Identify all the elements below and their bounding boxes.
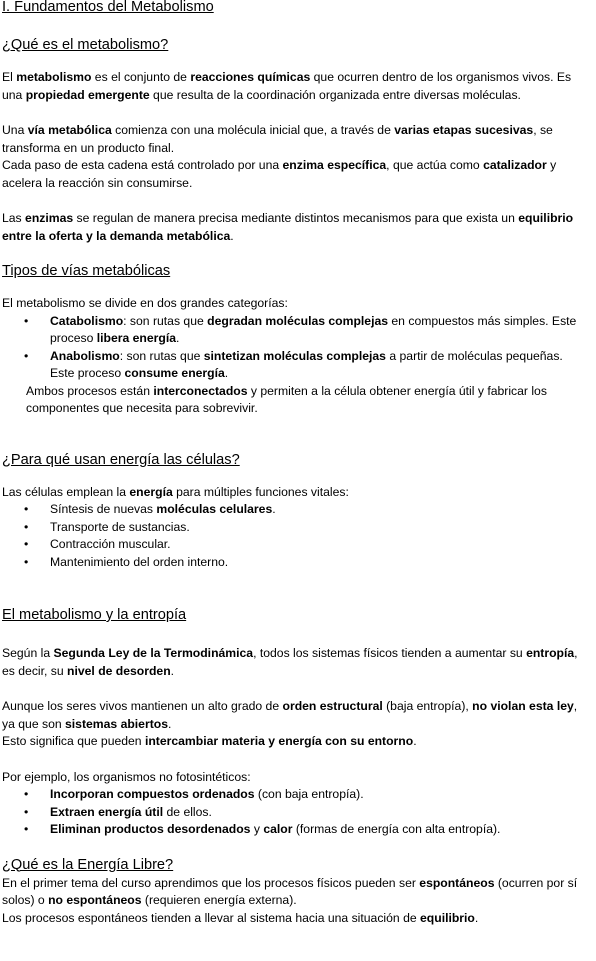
list-item <box>50 313 590 348</box>
bold-text: no violan esta ley <box>472 699 574 713</box>
text-run: y permiten a la célula obtener energía útil y fabricar los componentes que necesita para sobrevivir. <box>26 383 547 415</box>
text-run: Transporte de sustancias. <box>50 519 190 534</box>
text-run: Los procesos espontáneos tienden a llevar al sistema hacia una situación de <box>2 910 421 925</box>
bold-text: reacciones químicas <box>190 70 311 84</box>
bold-text: entropía <box>526 646 575 660</box>
bold-text: Segunda Ley de la Termodinámica <box>53 646 254 660</box>
text-run: Según la <box>2 646 54 660</box>
text-run: , es decir, su <box>2 646 578 678</box>
list-item <box>50 821 590 839</box>
text-run: Síntesis de nuevas <box>50 502 157 516</box>
paragraph <box>2 383 590 418</box>
text-run: . <box>170 663 175 678</box>
text-run: Esto significa que pueden <box>2 734 145 748</box>
text-run: : son rutas que <box>119 348 204 363</box>
bold-text: varias etapas sucesivas <box>394 123 534 137</box>
text-run: Mantenimiento del orden interno. <box>50 554 229 569</box>
text-run: . <box>168 716 172 731</box>
text-run: Las <box>2 211 26 225</box>
paragraph <box>2 910 590 928</box>
paragraph: Por ejemplo, los organismos no fotosintéticos: <box>2 769 251 784</box>
text-run: : son rutas que <box>123 313 208 328</box>
bold-text: enzima específica <box>282 158 387 172</box>
bold-text: degradan moléculas complejas <box>207 313 389 328</box>
list-item <box>50 804 590 822</box>
text-run: que resulta de la coordinación organizada entre diversas moléculas. <box>149 87 521 102</box>
bold-text: vía metabólica <box>27 123 112 137</box>
text-run: . <box>474 910 479 925</box>
paragraph <box>2 69 590 104</box>
list-item <box>50 786 590 804</box>
text-run: . <box>230 228 234 243</box>
heading-que-es: ¿Qué es el metabolismo? <box>2 37 169 53</box>
bold-text: orden estructural <box>282 699 383 713</box>
text-run: Aunque los seres vivos mantienen un alto grado de <box>2 699 283 713</box>
bold-text: moléculas celulares <box>156 502 273 516</box>
paragraph <box>2 645 590 680</box>
bold-text: libera energía <box>96 331 177 345</box>
text-run: , se transforma en un producto final. <box>2 123 553 155</box>
text-run: Ambos procesos están <box>26 383 154 398</box>
bold-text: consume energía <box>124 366 225 380</box>
paragraph <box>2 698 590 733</box>
text-run: es el conjunto de <box>91 70 191 84</box>
text-run: (requieren energía externa). <box>141 893 297 907</box>
text-run: Contracción muscular. <box>50 537 171 551</box>
text-run: . <box>272 502 276 516</box>
bold-text: metabolismo <box>16 70 92 84</box>
heading-tipos: Tipos de vías metabólicas <box>2 263 171 279</box>
bold-text: sistemas abiertos <box>65 716 168 731</box>
bold-text: espontáneos <box>419 875 495 890</box>
bold-text: equilibrio <box>420 910 475 925</box>
bold-text: Eliminan productos desordenados <box>50 822 251 836</box>
text-run: . <box>413 734 417 748</box>
bold-text: calor <box>263 822 293 836</box>
paragraph <box>2 733 590 751</box>
paragraph <box>2 157 590 192</box>
paragraph <box>2 122 590 157</box>
bullet-list <box>2 313 590 383</box>
text-run: , todos los sistemas físicos tienden a aumentar su <box>253 646 527 660</box>
paragraph <box>2 875 590 910</box>
text-run: . <box>176 331 180 345</box>
text-run: de ellos. <box>163 804 212 819</box>
text-run: Cada paso de esta cadena está controlado por una <box>2 158 283 172</box>
paragraph: El metabolismo se divide en dos grandes categorías: <box>2 296 288 310</box>
list-item <box>50 348 590 383</box>
list-item <box>50 554 590 572</box>
bold-text: enzimas <box>25 211 74 225</box>
bold-text: energía <box>129 484 173 499</box>
paragraph <box>2 210 590 245</box>
bullet-list <box>2 786 590 839</box>
bold-text: propiedad emergente <box>25 87 150 102</box>
text-run: (baja entropía), <box>382 699 473 713</box>
text-run: se regulan de manera precisa mediante distintos mecanismos para que exista un <box>73 211 519 225</box>
text-run: para múltiples funciones vitales: <box>172 484 349 499</box>
text-run: , ya que son <box>2 699 578 731</box>
bold-text: sintetizan moléculas complejas <box>203 348 386 363</box>
doc-title: I. Fundamentos del Metabolismo <box>2 0 214 15</box>
text-run: . <box>224 366 229 380</box>
bold-text: Extraen energía útil <box>50 804 164 819</box>
text-run: El <box>2 70 17 84</box>
text-run: (ocurren por sí solos) o <box>2 875 578 907</box>
bold-text: intercambiar materia y energía con su entorno <box>144 734 414 748</box>
text-run: a partir de moléculas pequeñas. Este proceso <box>50 348 563 380</box>
list-item <box>50 519 590 537</box>
text-run: que ocurren dentro de los organismos vivos. Es una <box>2 70 572 102</box>
bold-text: catalizador <box>483 158 547 172</box>
bold-text: equilibrio entre la oferta y la demanda metabólica <box>2 211 574 243</box>
heading-entropia: El metabolismo y la entropía <box>2 607 187 623</box>
text-run: (con baja entropía). <box>254 787 364 801</box>
list-item <box>50 501 590 519</box>
text-run: En el primer tema del curso aprendimos que los procesos físicos pueden ser <box>2 875 420 890</box>
heading-energia-libre: ¿Qué es la Energía Libre? <box>2 856 174 873</box>
text-run: en compuestos más simples. Este proceso <box>50 313 577 345</box>
list-item <box>50 536 590 554</box>
bold-text: Anabolismo <box>50 348 120 363</box>
bold-text: Incorporan compuestos ordenados <box>50 787 255 801</box>
bold-text: Catabolismo <box>50 313 124 328</box>
text-run: , que actúa como <box>386 158 484 172</box>
text-run: Una <box>2 123 28 137</box>
bold-text: no espontáneos <box>48 893 142 907</box>
text-run: y acelera la reacción sin consumirse. <box>2 158 557 190</box>
bullet-list <box>2 501 590 571</box>
text-run: (formas de energía con alta entropía). <box>292 822 501 836</box>
text-run: y <box>250 822 264 836</box>
bold-text: nivel de desorden <box>67 663 171 678</box>
bold-text: interconectados <box>153 383 248 398</box>
text-run: comienza con una molécula inicial que, a través de <box>111 123 395 137</box>
text-run: Las células emplean la <box>2 484 130 499</box>
heading-energia: ¿Para qué usan energía las células? <box>2 451 240 468</box>
paragraph <box>2 484 590 502</box>
